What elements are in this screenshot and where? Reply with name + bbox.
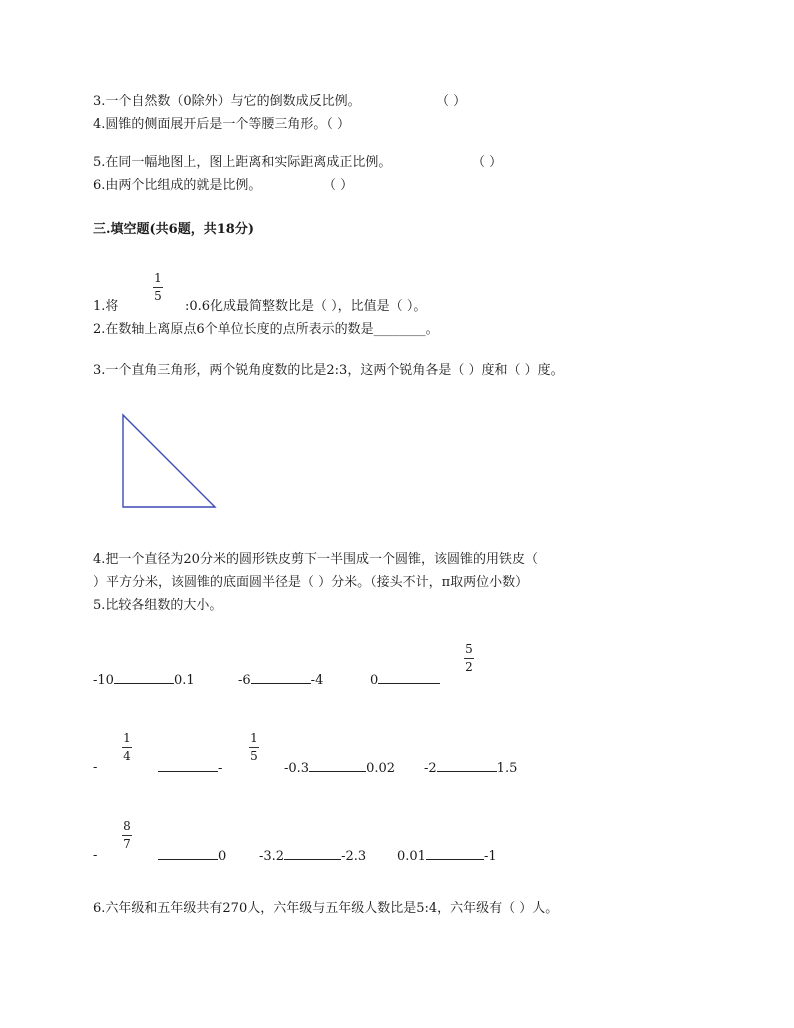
judge-q6-answer-paren[interactable]: （ ） (323, 178, 354, 193)
fill-q2: 2.在数轴上离原点6个单位长度的点所表示的数是________。 (93, 322, 439, 337)
judge-q4: 4.圆锥的侧面展开后是一个等腰三角形。（ ） (93, 117, 351, 132)
answer-blank[interactable] (426, 847, 484, 860)
compare-row2-a-sign: - (93, 760, 98, 775)
compare-value: 1.5 (496, 761, 518, 776)
compare-row1-a (93, 671, 195, 690)
fill-q5: 5.比较各组数的大小。 (93, 598, 223, 613)
compare-value: 0.1 (173, 673, 195, 688)
right-triangle-figure (118, 410, 222, 512)
fraction-bar (122, 835, 132, 836)
compare-value: -10 (93, 673, 114, 688)
answer-blank[interactable] (378, 671, 440, 684)
compare-value: 0 (218, 849, 227, 864)
fraction-numerator: 1 (123, 731, 131, 745)
compare-row3-b (259, 847, 366, 866)
fill-q6: 6.六年级和五年级共有270人，六年级与五年级人数比是5:4，六年级有（ ）人。 (93, 901, 559, 916)
fraction-bar (153, 287, 163, 288)
judge-q5-answer-paren[interactable]: （ ） (472, 155, 503, 170)
fraction-denominator: 7 (123, 837, 131, 851)
compare-value: -3.2 (259, 849, 285, 864)
compare-row3-a (158, 847, 226, 866)
compare-value: -2.3 (341, 849, 367, 864)
compare-row2-b (284, 759, 395, 778)
compare-value: -4 (310, 673, 324, 688)
answer-blank[interactable] (309, 759, 366, 772)
fraction-denominator: 4 (123, 749, 131, 763)
compare-value: 0.01 (397, 849, 426, 864)
fill-q1-prefix: 1.将 (93, 299, 119, 314)
judge-q5: 5.在同一幅地图上，图上距离和实际距离成正比例。 (93, 155, 392, 170)
fraction-numerator: 8 (123, 819, 131, 833)
fraction-numerator: 1 (250, 731, 258, 745)
compare-row2-c (424, 759, 517, 778)
section-heading-fill: 三.填空题(共6题，共18分) (93, 222, 254, 237)
fill-q4-line2: ）平方分米，该圆锥的底面圆半径是（ ）分米。（接头不计，π取两位小数） (93, 575, 529, 590)
triangle-shape (123, 415, 215, 507)
fraction-denominator: 2 (465, 660, 473, 674)
answer-blank[interactable] (284, 847, 341, 860)
fraction-numerator: 1 (154, 271, 162, 285)
fraction-denominator: 5 (154, 289, 162, 303)
fraction-eight-sevenths (120, 820, 134, 851)
answer-blank[interactable] (158, 847, 218, 860)
fraction-one-quarter (120, 732, 134, 763)
fraction-one-fifth (151, 272, 165, 303)
compare-row3-a-sign: - (93, 848, 98, 863)
answer-blank[interactable] (437, 759, 497, 772)
compare-value: -2 (424, 761, 437, 776)
compare-value: -6 (238, 673, 251, 688)
fill-q1: :0.6化成最简整数比是（ ），比值是（ ）。 (185, 299, 427, 314)
compare-row1-b (238, 671, 323, 690)
fill-q4-line1: 4.把一个直径为20分米的圆形铁皮剪下一半围成一个圆锥，该圆锥的用铁皮（ (93, 552, 538, 567)
fraction-five-halves (462, 643, 476, 674)
compare-value: -0.3 (284, 761, 310, 776)
fraction-numerator: 5 (465, 642, 473, 656)
fraction-bar (464, 658, 474, 659)
fraction-bar (122, 747, 132, 748)
judge-q6: 6.由两个比组成的就是比例。 (93, 178, 262, 193)
compare-value: 0.02 (366, 761, 396, 776)
compare-row3-c (397, 847, 497, 866)
judge-q3: 3.一个自然数（0除外）与它的倒数成反比例。 (93, 94, 361, 109)
answer-blank[interactable] (158, 759, 218, 772)
answer-blank[interactable] (251, 671, 311, 684)
judge-q3-answer-paren[interactable]: （ ） (436, 94, 467, 109)
fill-q3: 3.一个直角三角形，两个锐角度数的比是2:3，这两个锐角各是（ ）度和（ ）度。 (93, 363, 564, 378)
answer-blank[interactable] (114, 671, 174, 684)
fraction-one-fifth-compare (247, 732, 261, 763)
fraction-bar (249, 747, 259, 748)
compare-value: -1 (483, 849, 497, 864)
compare-row2-a (158, 759, 222, 778)
compare-value: 0 (370, 673, 379, 688)
compare-value: - (218, 761, 223, 776)
fraction-denominator: 5 (250, 749, 258, 763)
compare-row1-c (370, 671, 440, 690)
